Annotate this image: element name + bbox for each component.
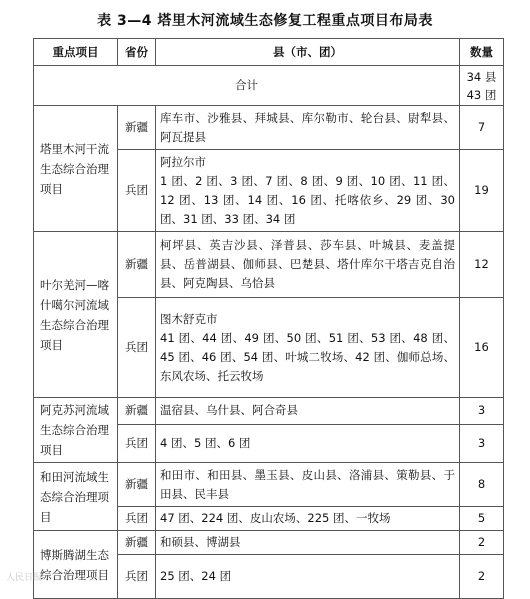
province-cell: 新疆 <box>118 398 156 425</box>
province-cell: 新疆 <box>118 106 156 150</box>
counties-cell <box>156 150 460 232</box>
counties-cell <box>156 507 460 531</box>
watermark-text: 人民日报 <box>6 573 43 583</box>
counties-line: 1 团、2 团、3 团、7 团、8 团、9 团、10 团、11 团、12 团、13 团、14 团、16 团、托喀依乡、29 团、30 团、31 团、33 团、34 团 <box>160 173 455 226</box>
counties-line: 4 团、5 团、6 团 <box>160 435 251 450</box>
project-name: 塔里木河干流生态综合治理项目 <box>34 106 118 232</box>
counties-line: 阿拉尔市 <box>160 154 206 169</box>
table-row <box>34 463 504 507</box>
header-count: 数量 <box>460 39 504 66</box>
count-cell: 19 <box>460 150 504 232</box>
counties-line: 47 团、224 团、皮山农场、225 团、一牧场 <box>160 511 391 525</box>
table-title: 表 3—4 塔里木河流域生态修复工程重点项目布局表 <box>97 13 433 29</box>
count-cell: 2 <box>460 531 504 555</box>
counties-line: 柯坪县、英吉沙县、泽普县、莎车县、叶城县、麦盖提县、岳普湖县、伽师县、巴楚县、塔什库尔干塔吉克自治县、阿克陶县、乌恰县 <box>160 238 455 290</box>
total-regiment-count: 43 团 <box>466 87 497 102</box>
table-row <box>34 106 504 150</box>
province-cell: 兵团 <box>118 555 156 599</box>
total-county-count: 34 县 <box>466 69 497 84</box>
count-cell: 5 <box>460 507 504 531</box>
province-cell: 兵团 <box>118 424 156 462</box>
province-cell: 兵团 <box>118 298 156 398</box>
project-name: 叶尔羌河—喀什噶尔河流域生态综合治理项目 <box>34 232 118 398</box>
count-cell: 8 <box>460 463 504 507</box>
project-layout-table <box>33 38 504 599</box>
counties-cell <box>156 531 460 555</box>
counties-line: 和田市、和田县、墨玉县、皮山县、洛浦县、策勒县、于田县、民丰县 <box>160 467 455 501</box>
header-province: 省份 <box>118 39 156 66</box>
project-name: 和田河流域生态综合治理项目 <box>34 463 118 531</box>
counties-line: 温宿县、乌什县、阿合奇县 <box>160 403 298 418</box>
total-count <box>460 66 504 106</box>
counties-cell <box>156 232 460 298</box>
counties-line: 和硕县、博湖县 <box>160 535 241 549</box>
province-cell: 新疆 <box>118 531 156 555</box>
counties-line: 库车市、沙雅县、拜城县、库尔勒市、轮台县、尉犁县、阿瓦提县 <box>160 110 455 144</box>
counties-cell <box>156 398 460 425</box>
count-cell: 2 <box>460 555 504 599</box>
province-cell: 新疆 <box>118 232 156 298</box>
counties-cell <box>156 424 460 462</box>
count-cell: 3 <box>460 398 504 425</box>
province-cell: 兵团 <box>118 507 156 531</box>
counties-cell <box>156 298 460 398</box>
count-cell: 3 <box>460 424 504 462</box>
header-project: 重点项目 <box>34 39 118 66</box>
table-row <box>34 232 504 298</box>
count-cell: 7 <box>460 106 504 150</box>
header-counties: 县（市、团） <box>156 39 460 66</box>
header-row <box>34 39 504 66</box>
counties-line: 图木舒克市 <box>160 311 218 326</box>
counties-cell <box>156 555 460 599</box>
table-row <box>34 398 504 425</box>
table-row <box>34 531 504 555</box>
province-cell: 新疆 <box>118 463 156 507</box>
count-cell: 12 <box>460 232 504 298</box>
counties-cell <box>156 463 460 507</box>
project-name: 阿克苏河流域生态综合治理项目 <box>34 398 118 463</box>
count-cell: 16 <box>460 298 504 398</box>
total-row <box>34 66 504 106</box>
counties-cell <box>156 106 460 150</box>
project-name: 博斯腾湖生态综合治理项目 <box>34 531 118 599</box>
province-cell: 兵团 <box>118 150 156 232</box>
counties-line: 25 团、24 团 <box>160 569 232 583</box>
total-label: 合计 <box>34 66 460 106</box>
counties-line: 41 团、44 团、49 团、50 团、51 团、53 团、48 团、45 团、46 团、54 团、叶城二牧场、42 团、伽师总场、东风农场、托云牧场 <box>160 330 455 383</box>
